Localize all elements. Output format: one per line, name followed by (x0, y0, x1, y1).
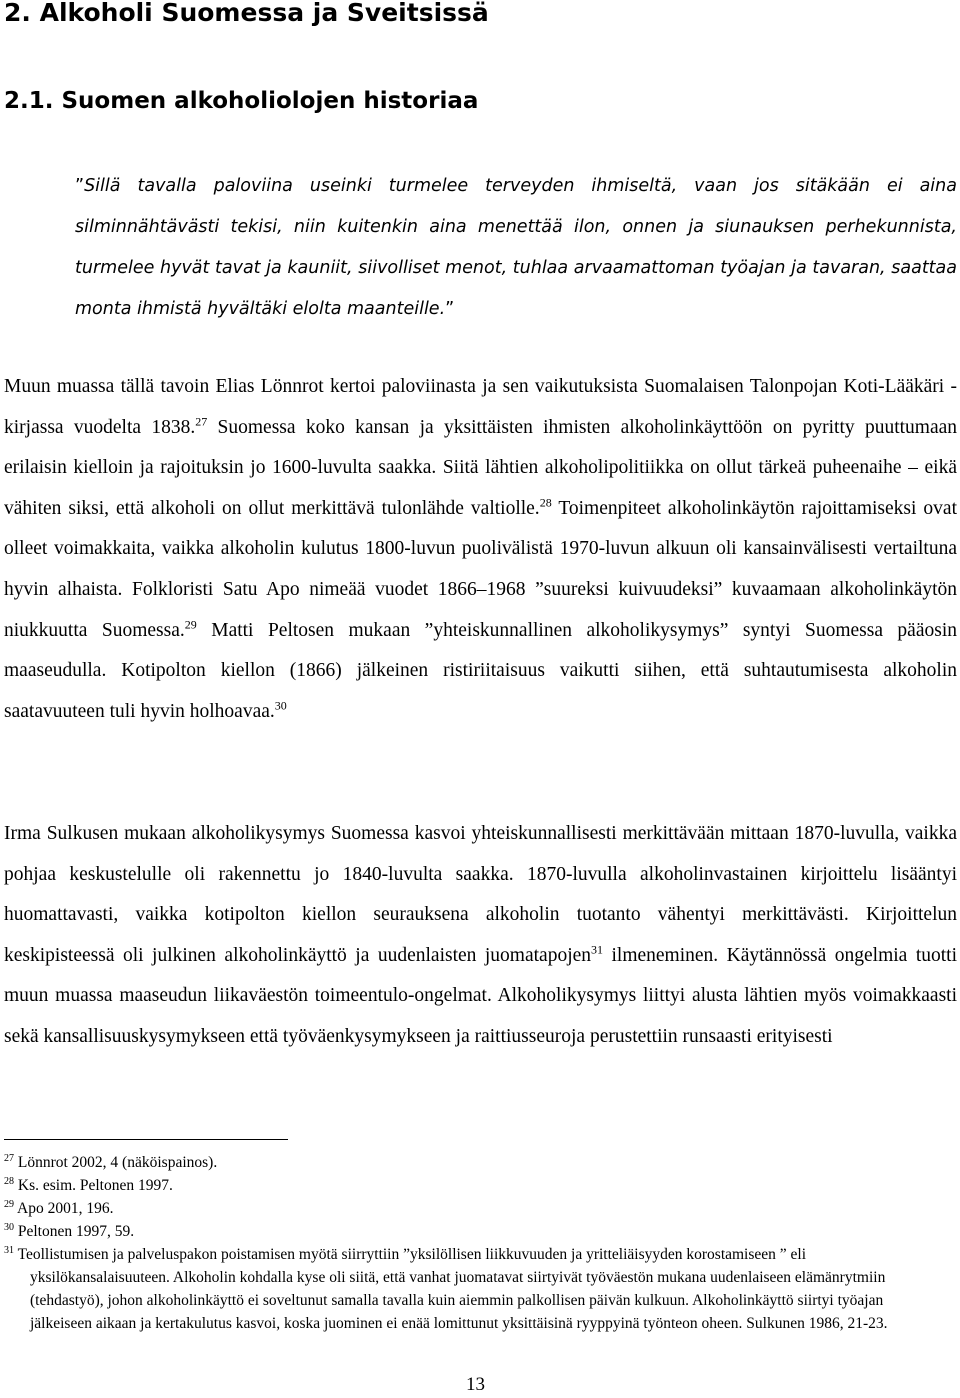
paragraph-text: ilmeneminen. Käytännössä ongelmia tuotti muun muassa maaseudun liikaväestön toimeentulo-ongelmat. Alkoholikysymys liittyi alusta lähtien myös voimakkaasti sekä kansallisuuskysymykseen että työväenkysymykseen ja raittiusseuroja perustettiin runsaasti erityisesti (4, 944, 957, 1047)
quote-open-mark: ” (75, 176, 85, 196)
footnote-ref[interactable]: 31 (591, 942, 604, 957)
footnote-28 (4, 1174, 944, 1197)
footnote-text: Lönnrot 2002, 4 (näköispainos). (17, 1154, 218, 1171)
epigraph-quote (75, 166, 957, 330)
footnote-text: Teollistumisen ja palveluspakon poistamisen myötä siirryttiin ”yksilöllisen liikkuvuuden ja yritteliäisyyden korostamiseen ” eli yksilökansalaisuuteen. Alkoholin kohdalla kyse oli siitä, että vanhat juomatavat siirtyivät työväestön mukana uudenlaiseen elämänrytmiin (tehdastyö), johon alkoholinkäyttö ei soveltunut samalla tavalla kuin aiemmin palkollisen päivän kulkuun. Alkoholinkäyttö siirtyi työajan jälkeiseen aikaan ja kertakulutus kasvoi, koska juominen ei enää lomittunut yksittäisinä ryyppyinä työnteon oheen. Sulkunen 1986, 21-23. (17, 1246, 888, 1332)
footnote-text: Ks. esim. Peltonen 1997. (17, 1177, 173, 1194)
footnote-29 (4, 1197, 944, 1220)
footnote-text: Peltonen 1997, 59. (17, 1223, 135, 1240)
paragraph-text: Toimenpiteet alkoholinkäytön rajoittamiseksi ovat olleet voimakkaita, vaikka alkoholin kulutus 1800-luvun puolivälistä 1970-luvun alkuun oli kansainvälisesti vertailtuna hyvin alhaista. Folkloristi Satu Apo nimeää vuodet 1866–1968 ”suureksi kuivuudeksi” kuvaamaan alkoholinkäytön niukkuutta Suomessa. (4, 497, 957, 641)
page-number: 13 (466, 1374, 485, 1395)
paragraph-text: Suomessa koko kansan ja yksittäisten ihmisten alkoholinkäyttöön on pyritty puuttumaan erilaisin kielloin ja rajoituksin jo 1600-luvulta saakka. Siitä lähtien alkoholipolitiikka on ollut tärkeä puheenaihe – eikä vähiten siksi, että alkoholi on ollut merkittävä tulonlähde valtiolle. (4, 416, 958, 519)
footnote-number: 28 (4, 1175, 14, 1187)
body-paragraph-1 (4, 367, 957, 732)
footnote-separator (4, 1139, 288, 1140)
footnote-number: 30 (4, 1221, 14, 1233)
footnote-number: 31 (4, 1244, 14, 1256)
footnote-ref[interactable]: 30 (274, 698, 287, 713)
paragraph-text: Irma Sulkusen mukaan alkoholikysymys Suomessa kasvoi yhteiskunnallisesti merkittävään mittaan 1870-luvulla, vaikka pohjaa keskustelulle oli rakennettu jo 1840-luvulta saakka. 1870-luvulla alkoholinvastainen kirjoittelu lisääntyi huomattavasti, vaikka kotipolton kiellon seurauksena alkoholin tuotanto vähentyi merkittävästi. Kirjoittelun keskipisteessä oli julkinen alkoholinkäyttö ja uudenlaisten juomatapojen (4, 823, 957, 966)
footnote-ref[interactable]: 29 (184, 617, 197, 632)
footnote-number: 29 (4, 1198, 14, 1210)
section-heading: 2.1. Suomen alkoholiolojen historiaa (4, 88, 479, 114)
footnote-27 (4, 1151, 944, 1174)
chapter-heading: 2. Alkoholi Suomessa ja Sveitsissä (4, 0, 489, 27)
paragraph-text: Matti Peltosen mukaan ”yhteiskunnallinen alkoholikysymys” syntyi Suomessa pääosin maaseudulla. Kotipolton kiellon (1866) jälkeinen ristiriitaisuus vaikutti siihen, että suhtautumisesta alkoholin saatavuuteen tuli hyvin holhoavaa. (4, 619, 958, 722)
body-paragraph-2 (4, 814, 957, 1058)
footnote-number: 27 (4, 1152, 14, 1164)
quote-text: Sillä tavalla paloviina useinki turmelee terveyden ihmiseltä, vaan jos sitäkään ei aina silminnähtävästi tekisi, niin kuitenkin aina menettää ilon, onnen ja siunauksen perhekunnista, turmelee hyvät tavat ja kauniit, siivolliset menot, tuhlaa arvaamattoman työajan ja tavaran, saattaa monta ihmistä hyvältäki elolta maanteille. (75, 176, 957, 319)
quote-close-mark: ” (445, 299, 455, 319)
footnote-ref[interactable]: 28 (539, 495, 552, 510)
footnote-30 (4, 1220, 944, 1243)
footnote-text: Apo 2001, 196. (17, 1200, 114, 1217)
footnote-31 (4, 1243, 920, 1335)
footnote-ref[interactable]: 27 (195, 414, 208, 429)
paragraph-text: Muun muassa tällä tavoin Elias Lönnrot kertoi paloviinasta ja sen vaikutuksista Suomalaisen Talonpojan Koti-Lääkäri -kirjassa vuodelta 1838. (4, 376, 957, 438)
